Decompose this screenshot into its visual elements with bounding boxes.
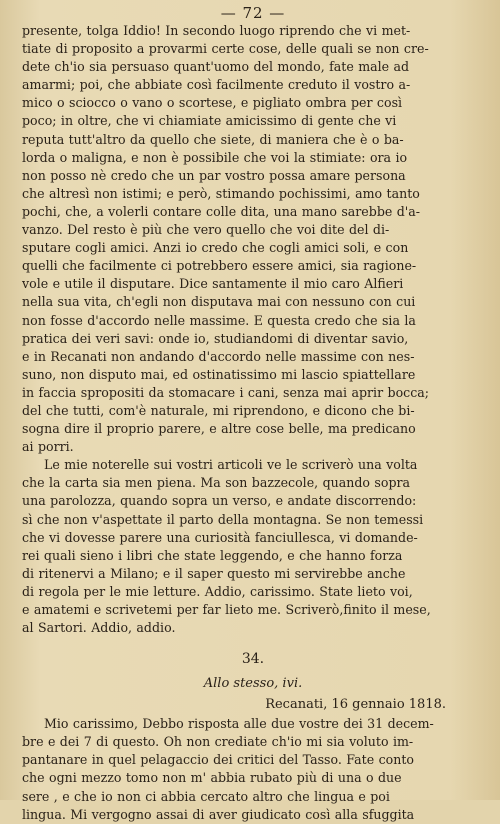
paragraph-3 [22, 715, 484, 824]
text-line: pratica dei veri savi: onde io, studiandomi di diventar savio, [22, 330, 409, 346]
text-line: sere , e che io non ci abbia cercato altro che lingua e poi [22, 788, 390, 804]
text-line: sputare cogli amici. Anzi io credo che cogli amici soli, e con [22, 240, 409, 256]
text-line: tiate di proposito a provarmi certe cose, delle quali se non cre- [22, 41, 429, 57]
page-number: — 72 — [220, 4, 286, 22]
paragraph-1 [22, 22, 484, 456]
text-line: vole e utile il disputare. Dice santamente il mio caro Alfieri [22, 276, 404, 292]
text-line: e in Recanati non andando d'accordo nelle massime con nes- [22, 348, 415, 364]
text-line: e amatemi e scrivetemi per far lieto me. Scriverò,finito il mese, [22, 602, 431, 617]
text-line: non fosse d'accordo nelle massime. E questa credo che sia la [22, 312, 416, 328]
text-line: ai porri. [22, 439, 74, 455]
text-line: pantanare in quel pelagaccio dei critici del Tasso. Fate conto [22, 752, 414, 768]
text-line: Mio carissimo, Debbo risposta alle due vostre dei 31 decem- [44, 716, 434, 732]
text-line: del che tutti, com'è naturale, mi riprendono, e dicono che bi- [22, 402, 415, 418]
text-line: che altresì non istimi; e però, stimando pochissimi, amo tanto [22, 185, 420, 201]
text-line: vanzo. Del resto è più che vero quello che voi dite del di- [22, 222, 390, 238]
letter-number: 34. [241, 651, 265, 668]
text-line: non posso nè credo che un par vostro possa amare persona [22, 167, 406, 183]
text-line: dete ch'io sia persuaso quant'uomo del mondo, fate male ad [22, 59, 410, 75]
text-line: che vi dovesse parere una curiosità fanciullesca, vi domande- [22, 529, 418, 545]
text-line: mico o sciocco o vano o scortese, e pigliato ombra per così [22, 95, 403, 111]
text-line: amarmi; poi, che abbiate così facilmente creduto il vostro a- [22, 77, 411, 93]
letter-heading: Allo stesso, ivi. [203, 676, 303, 692]
text-line: al Sartori. Addio, addio. [22, 620, 176, 636]
text-line: lorda o maligna, e non è possibile che voi la stimiate: ora io [22, 149, 408, 165]
text-line: che ogni mezzo tomo non m' abbia rubato più di una o due [22, 770, 402, 786]
text-line: presente, tolga Iddio! In secondo luogo riprendo che vi met- [22, 23, 411, 38]
text-line: sogna dire il proprio parere, e altre cose belle, ma predicano [22, 421, 416, 437]
text-line: Le mie noterelle sui vostri articoli ve le scriverò una volta [44, 457, 418, 473]
text-line: una parolozza, quando sopra un verso, e andate discorrendo: [22, 493, 417, 509]
text-line: di ritenervi a Milano; e il saper questo mi servirebbe anche [22, 565, 406, 581]
paragraph-2 [22, 456, 484, 637]
text-line: nella sua vita, ch'egli non disputava mai con nessuno con cui [22, 294, 416, 310]
letter-date: Recanati, 16 gennaio 1818. [265, 697, 446, 713]
text-line: poco; in oltre, che vi chiamiate amicissimo di gente che vi [22, 113, 397, 129]
text-line: pochi, che, a volerli contare colle dita, una mano sarebbe d'a- [22, 203, 421, 219]
text-line: bre e dei 7 di questo. Oh non crediate ch'io mi sia voluto im- [22, 734, 414, 750]
text-line: sì che non v'aspettate il parto della montagna. Se non temessi [22, 511, 424, 527]
text-line: lingua. Mi vergogno assai di aver giudicato così alla sfuggita [22, 806, 415, 822]
text-line: suno, non disputo mai, ed ostinatissimo mi lascio spiattellare [22, 366, 416, 382]
text-line: quelli che facilmente ci potrebbero essere amici, sia ragione- [22, 258, 417, 274]
text-line: reputa tutt'altro da quello che siete, di maniera che è o ba- [22, 131, 404, 147]
text-line: che la carta sia men piena. Ma son bazzecole, quando sopra [22, 475, 411, 491]
text-line: rei quali sieno i libri che state leggendo, e che hanno forza [22, 547, 403, 563]
text-line: di regola per le mie letture. Addio, carissimo. State lieto voi, [22, 583, 413, 599]
text-line: in faccia spropositi da stomacare i cani, senza mai aprir bocca; [22, 384, 430, 400]
